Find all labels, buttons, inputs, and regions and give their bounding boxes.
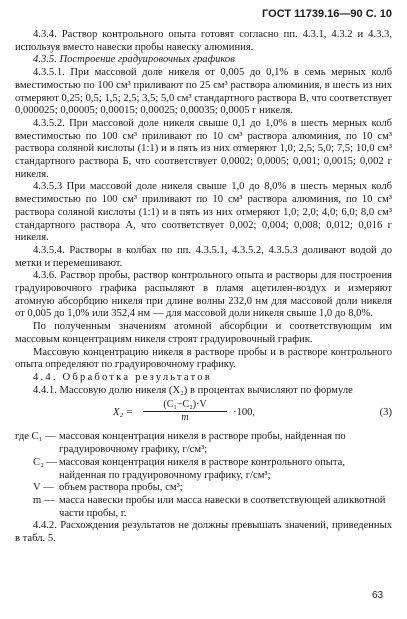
document-body [15,29,392,546]
definition-item [15,431,392,456]
paragraph-4-3-6: 4.3.6. Раствор пробы, раствор контрольного опыта и растворы для построения градуировочного графика распыляют в пламя ацетилен-воздух и измеряют атомную абсорбцию никеля при длине волны 232,0 нм для массовой доли никеля от 0,005 до 1,0% или 352,4 нм — для массовой доли никеля свыше 1,0 до 8,0%. [15,270,392,320]
definition-term: m — [33,494,55,506]
definition-text: массовая концентрация никеля в растворе пробы, найденная по градуировочному графику, г/см³; [59,431,346,456]
section-heading-4-4: 4.4. Обработка результатов [33,371,212,383]
paragraph-4-4-2: 4.4.2. Расхождения результатов не должны превышать значений, приведенных в табл. 5. [15,520,392,545]
definition-item [15,457,392,482]
definition-item [15,482,392,495]
definition-text: объем раствора пробы, см³; [59,482,183,494]
paragraph-4-3-5-2: 4.3.5.2. При массовой доле никеля свыше 0,1 до 1,0% в шесть мерных колб вместимостью по 100 см³ приливают по 10 см³ раствора алюминия, по 10 см³ раствора соляной кислоты (1:1) и в пять из них отмеряют 1,0; 2,5; 5,0; 7,5; 10,0 см³ стандартного раствора Б, что соответствует 0,0002; 0,0005; 0,001; 0,0015; 0,002 г никеля. [15,117,392,180]
formula-denominator: m [181,412,189,424]
paragraph-4-3-5-3: 4.3.5.3 При массовой доле никеля свыше 1,0 до 8,0% в шесть мерных колб вместимостью по 100 см³ приливают по 10 см³ раствора алюминия, по 10 см³ раствора соляной кислоты (1:1) и в пять из них отмеряют 1,0; 2,0; 4,0; 6,0; 8,0 см³ стандартного раствора А, что соответствует 0,002; 0,004; 0,008; 0,012; 0,016 г никеля. [15,181,392,244]
definition-text: масса навески пробы или масса навески в соответствующей аликвотной части пробы, г. [59,494,386,519]
definitions-list [15,431,392,520]
section-heading-4-3-5: 4.3.5. Построение градуировочных графиков [33,54,235,66]
formula-tail: ·100, [233,407,256,419]
paragraph-4-3-4: 4.3.4. Раствор контрольного опыта готовят согласно пп. 4.3.1, 4.3.2 и 4.3.3, используя вместо навески пробы навеску алюминия. [15,29,392,53]
paragraph-4-3-5-1: 4.3.5.1. При массовой доле никеля от 0,005 до 0,1% в семь мерных колб вместимостью по 100 см³ приливают по 25 см³ раствора алюминия, в шесть из них отмеряют 0,25; 0,5; 1,5; 2,5; 3,5; 5,0 см³ стандартного раствора В, что соответствует 0,000025; 0,00005; 0,00015; 0,00025; 0,00035; 0,0005 г никеля. [15,67,392,117]
definition-term: C₂ — [33,456,58,468]
paragraph-4-4-1: 4.4.1. Массовую долю никеля (X₂) в процентах вычисляют по формуле [33,384,353,396]
formula-3 [15,399,392,429]
page-header: ГОСТ 11739.16—90 С. 10 [262,8,392,20]
definition-term: где C₁ — [15,431,56,443]
definition-text: массовая концентрация никеля в растворе контрольного опыта, найденная по градуировочному графику, г/см³; [59,456,346,481]
formula-fraction [143,399,227,424]
page-number: 63 [372,590,384,602]
definition-term: V — [33,482,54,494]
paragraph-graph: По полученным значениям атомной абсорбции и соответствующим им массовым концентрациям никеля строят градуировочный график. [15,321,392,345]
paragraph-concentration: Массовую концентрацию никеля в растворе пробы и в растворе контрольного опыта определяют по градуировочному графику. [15,346,392,371]
formula-lhs: X₂ = [113,407,133,419]
paragraph-4-3-5-4: 4.3.5.4. Растворы в колбах по пп. 4.3.5.1, 4.3.5.2, 4.3.5.3 доливают водой до метки и перемешивают. [15,244,392,269]
definition-item [15,495,392,520]
formula-number: (3) [379,407,392,419]
formula-numerator: (C₁−C₂)·V [143,399,227,412]
